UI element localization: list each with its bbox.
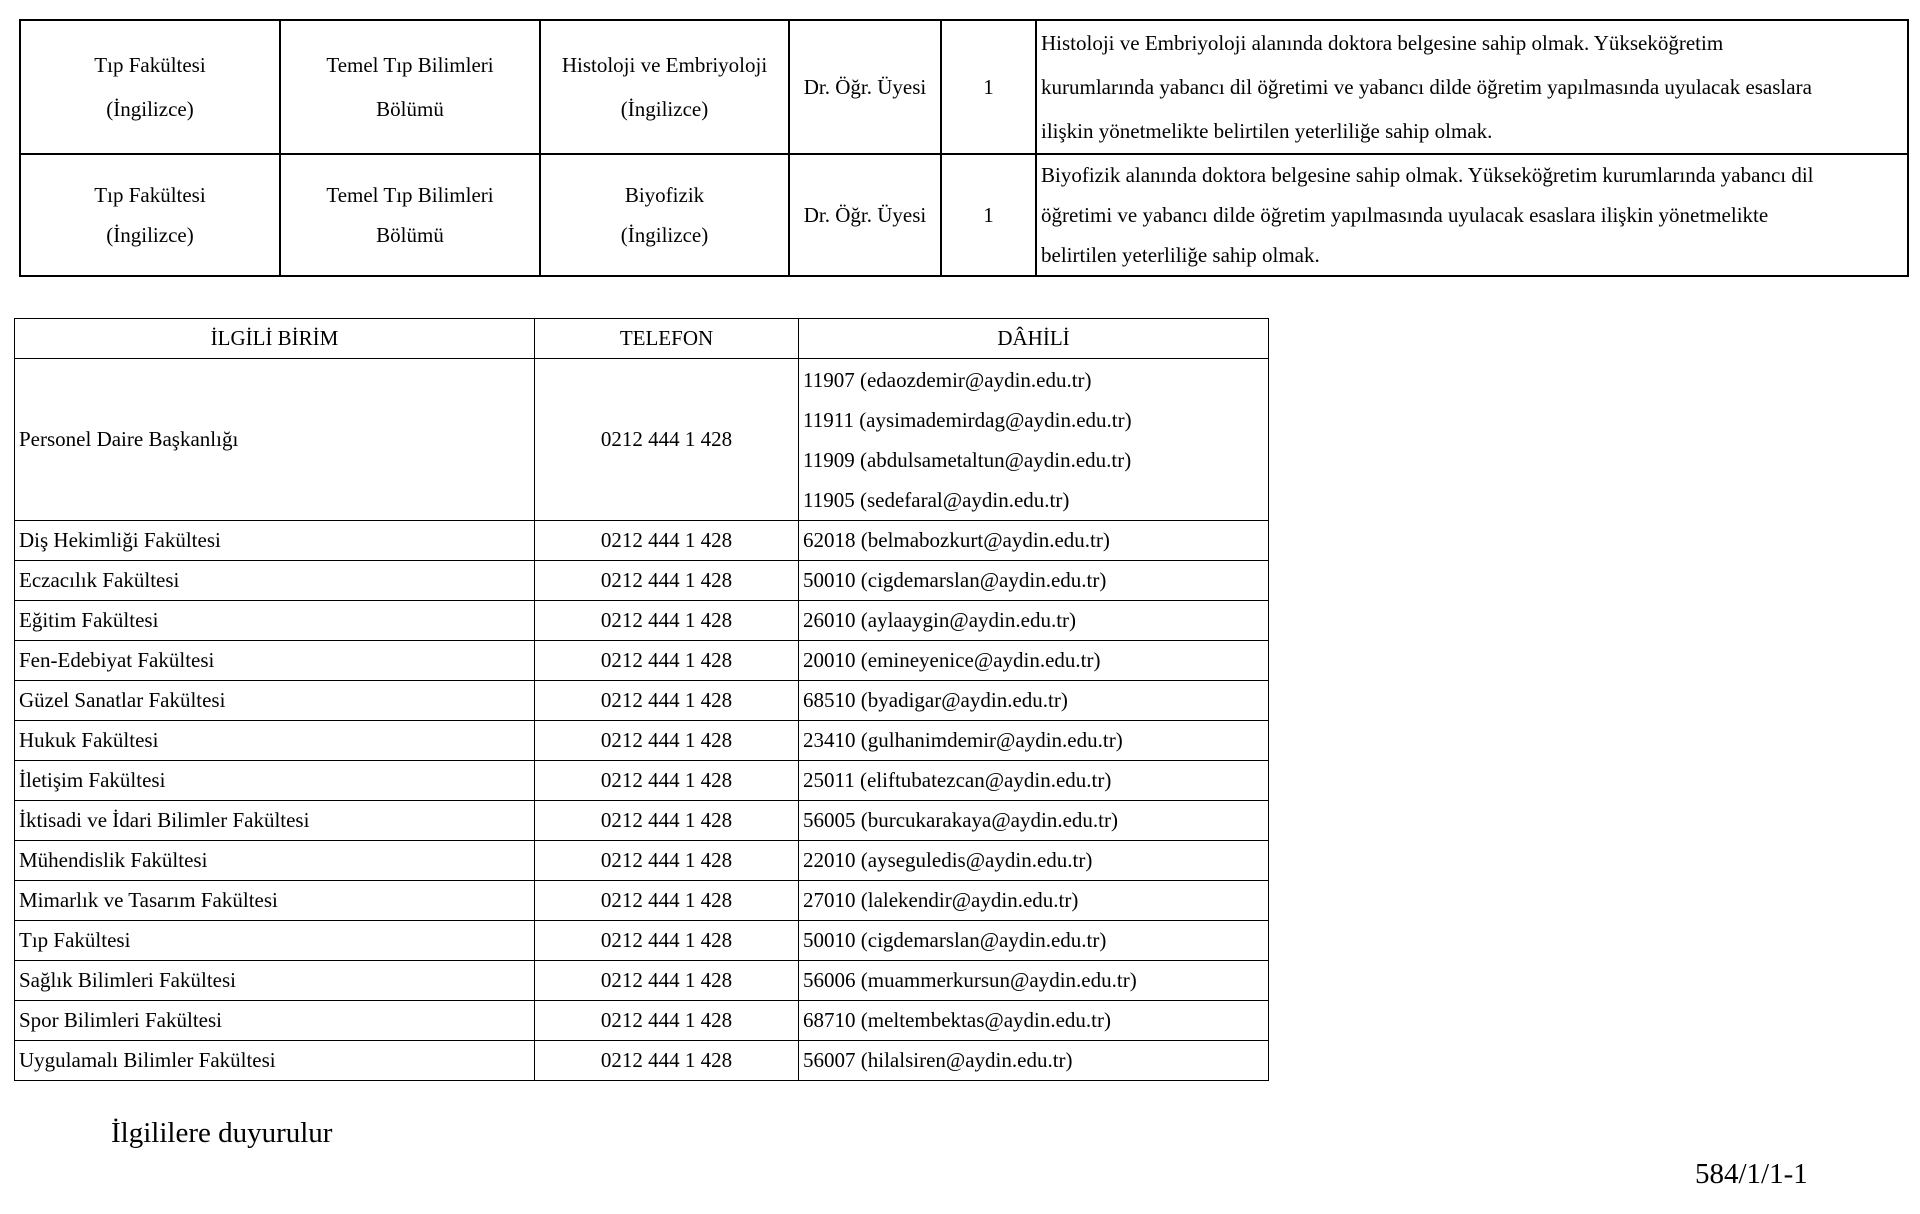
table-row [15, 921, 1269, 961]
title-cell: Dr. Öğr. Üyesi [789, 154, 941, 276]
table-row [15, 721, 1269, 761]
table-row [15, 761, 1269, 801]
table-row [15, 521, 1269, 561]
extension-cell: 50010 (cigdemarslan@aydin.edu.tr) [799, 921, 1269, 961]
extension-cell: 23410 (gulhanimdemir@aydin.edu.tr) [799, 721, 1269, 761]
extension-line: 11905 (sedefaral@aydin.edu.tr) [803, 487, 1070, 512]
unit-cell: Personel Daire Başkanlığı [15, 359, 535, 521]
faculty-cell: Tıp Fakültesi (İngilizce) [20, 154, 280, 276]
table-row [15, 359, 1269, 521]
extension-cell: 50010 (cigdemarslan@aydin.edu.tr) [799, 561, 1269, 601]
phone-cell: 0212 444 1 428 [535, 601, 799, 641]
position-row [20, 154, 1908, 276]
department-cell: Temel Tıp Bilimleri Bölümü [280, 20, 540, 154]
phone-cell: 0212 444 1 428 [535, 359, 799, 521]
position-row [20, 20, 1908, 154]
phone-cell: 0212 444 1 428 [535, 1041, 799, 1081]
extension-line: 11911 (aysimademirdag@aydin.edu.tr) [803, 407, 1132, 432]
unit-cell: Eczacılık Fakültesi [15, 561, 535, 601]
faculty-cell: Tıp Fakültesi (İngilizce) [20, 20, 280, 154]
phone-cell: 0212 444 1 428 [535, 841, 799, 881]
header-unit: İLGİLİ BİRİM [15, 319, 535, 359]
extension-cell: 27010 (lalekendir@aydin.edu.tr) [799, 881, 1269, 921]
extension-cell: 56006 (muammerkursun@aydin.edu.tr) [799, 961, 1269, 1001]
table-row [15, 1041, 1269, 1081]
table-row [15, 841, 1269, 881]
requirement-cell: Biyofizik alanında doktora belgesine sahip olmak. Yükseköğretim kurumlarında yabancı dil öğretimi ve yabancı dilde öğretim yapılmasında uyulacak esaslara ilişkin yönetmelikte belirtilen yeterliliğe sahip olmak. [1036, 154, 1908, 276]
extension-cell: 68510 (byadigar@aydin.edu.tr) [799, 681, 1269, 721]
title-cell: Dr. Öğr. Üyesi [789, 20, 941, 154]
phone-cell: 0212 444 1 428 [535, 801, 799, 841]
unit-cell: İletişim Fakültesi [15, 761, 535, 801]
extension-cell: 26010 (aylaaygin@aydin.edu.tr) [799, 601, 1269, 641]
table-row [15, 881, 1269, 921]
announcement-text: İlgililere duyurulur [111, 1117, 333, 1149]
table-row [15, 561, 1269, 601]
extension-cell: 56005 (burcukarakaya@aydin.edu.tr) [799, 801, 1269, 841]
extension-cell: 56007 (hilalsiren@aydin.edu.tr) [799, 1041, 1269, 1081]
unit-cell: Spor Bilimleri Fakültesi [15, 1001, 535, 1041]
header-phone: TELEFON [535, 319, 799, 359]
phone-cell: 0212 444 1 428 [535, 1001, 799, 1041]
phone-cell: 0212 444 1 428 [535, 961, 799, 1001]
table-row [15, 1001, 1269, 1041]
count-cell: 1 [941, 20, 1036, 154]
contacts-header-row [15, 319, 1269, 359]
extension-cell: 22010 (ayseguledis@aydin.edu.tr) [799, 841, 1269, 881]
program-cell: Histoloji ve Embriyoloji (İngilizce) [540, 20, 789, 154]
header-extension: DÂHİLİ [799, 319, 1269, 359]
extension-line: 11907 (edaozdemir@aydin.edu.tr) [803, 367, 1092, 392]
program-cell: Biyofizik (İngilizce) [540, 154, 789, 276]
table-row [15, 601, 1269, 641]
count-cell: 1 [941, 154, 1036, 276]
unit-cell: Hukuk Fakültesi [15, 721, 535, 761]
extension-cell: 68710 (meltembektas@aydin.edu.tr) [799, 1001, 1269, 1041]
unit-cell: İktisadi ve İdari Bilimler Fakültesi [15, 801, 535, 841]
table-row [15, 641, 1269, 681]
table-row [15, 681, 1269, 721]
unit-cell: Tıp Fakültesi [15, 921, 535, 961]
extension-cell: 62018 (belmabozkurt@aydin.edu.tr) [799, 521, 1269, 561]
unit-cell: Fen-Edebiyat Fakültesi [15, 641, 535, 681]
phone-cell: 0212 444 1 428 [535, 521, 799, 561]
requirement-cell: Histoloji ve Embriyoloji alanında doktora belgesine sahip olmak. Yükseköğretim kurumlarında yabancı dil öğretimi ve yabancı dilde öğretim yapılmasında uyulacak esaslara ilişkin yönetmelikte belirtilen yeterliliğe sahip olmak. [1036, 20, 1908, 154]
department-cell: Temel Tıp Bilimleri Bölümü [280, 154, 540, 276]
phone-cell: 0212 444 1 428 [535, 561, 799, 601]
phone-cell: 0212 444 1 428 [535, 721, 799, 761]
unit-cell: Uygulamalı Bilimler Fakültesi [15, 1041, 535, 1081]
extension-cell: 25011 (eliftubatezcan@aydin.edu.tr) [799, 761, 1269, 801]
unit-cell: Diş Hekimliği Fakültesi [15, 521, 535, 561]
phone-cell: 0212 444 1 428 [535, 881, 799, 921]
phone-cell: 0212 444 1 428 [535, 681, 799, 721]
phone-cell: 0212 444 1 428 [535, 921, 799, 961]
unit-cell: Mühendislik Fakültesi [15, 841, 535, 881]
extension-line: 11909 (abdulsametaltun@aydin.edu.tr) [803, 447, 1132, 472]
extension-cell: 20010 (emineyenice@aydin.edu.tr) [799, 641, 1269, 681]
unit-cell: Mimarlık ve Tasarım Fakültesi [15, 881, 535, 921]
table-row [15, 961, 1269, 1001]
table-row [15, 801, 1269, 841]
document-number: 584/1/1-1 [1695, 1158, 1808, 1190]
unit-cell: Güzel Sanatlar Fakültesi [15, 681, 535, 721]
unit-cell: Eğitim Fakültesi [15, 601, 535, 641]
unit-cell: Sağlık Bilimleri Fakültesi [15, 961, 535, 1001]
phone-cell: 0212 444 1 428 [535, 761, 799, 801]
positions-table [19, 19, 1909, 277]
extension-cell [799, 359, 1269, 521]
phone-cell: 0212 444 1 428 [535, 641, 799, 681]
contacts-table [14, 318, 1269, 1081]
